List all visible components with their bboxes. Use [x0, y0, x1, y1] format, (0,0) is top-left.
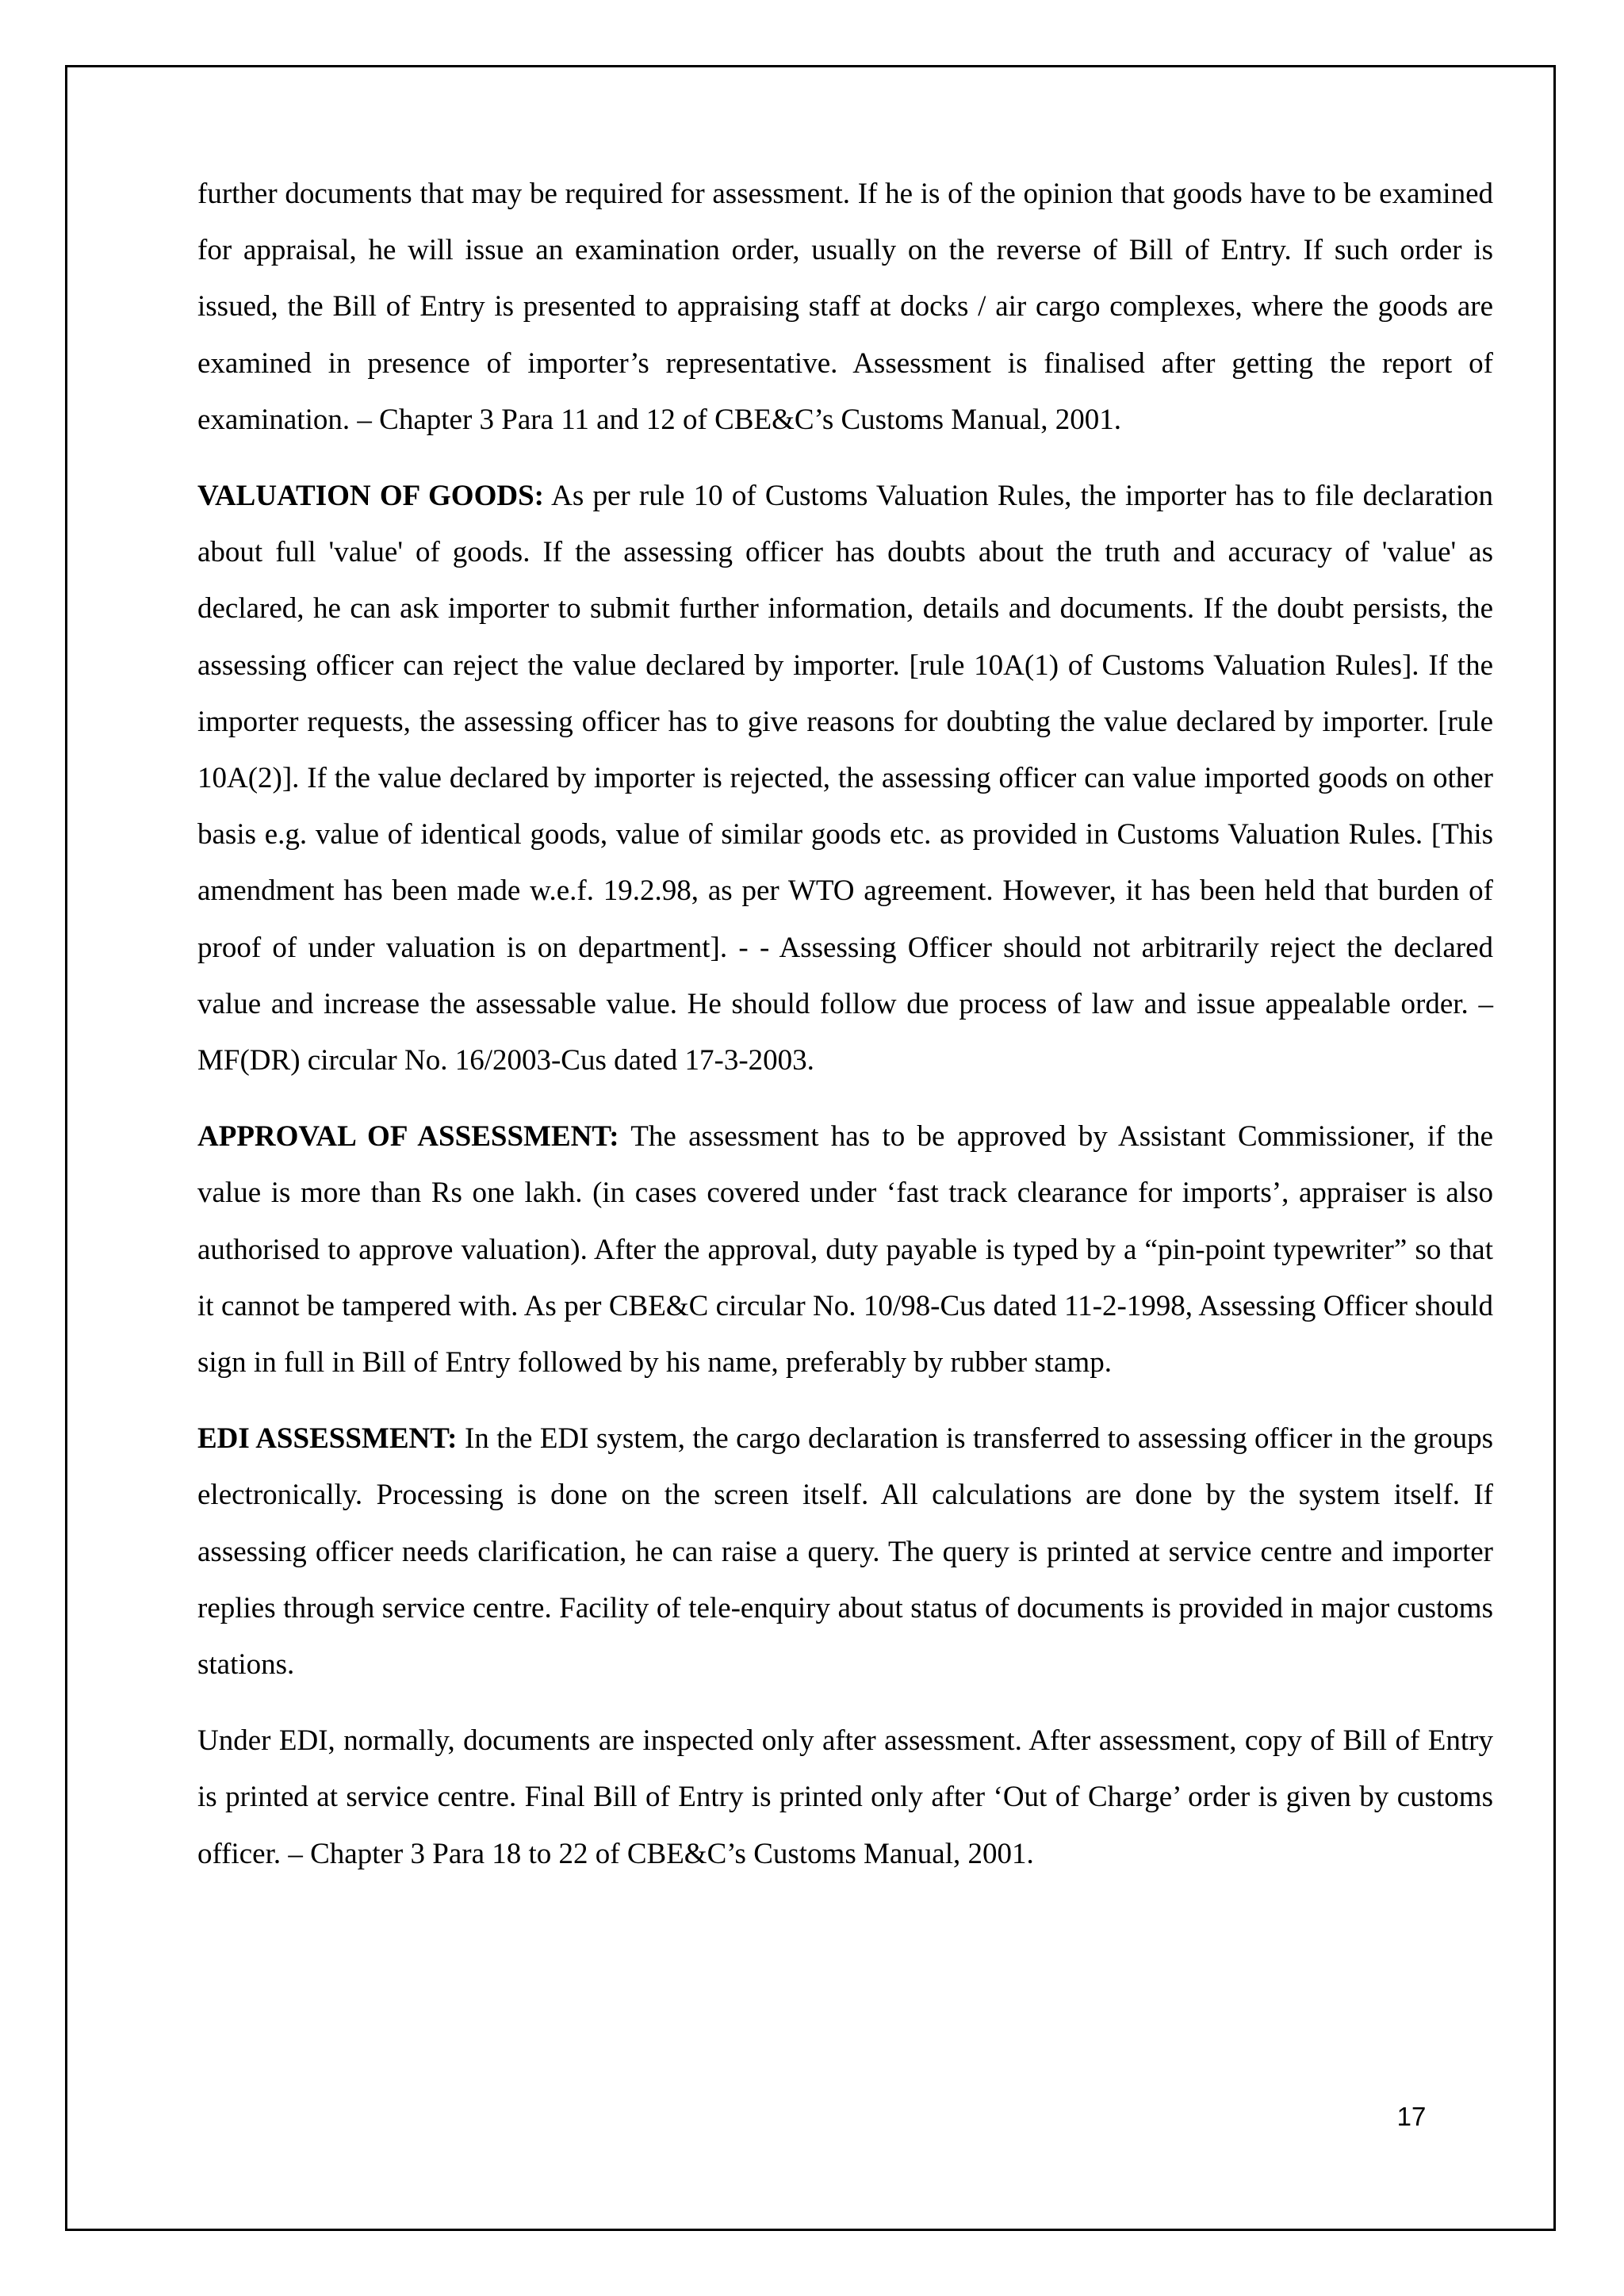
- section-heading: EDI ASSESSMENT:: [197, 1422, 458, 1456]
- paragraph-text: Under EDI, normally, documents are inspected only after assessment. After assessment, copy of Bill of Entry is printed at service centre. Final Bill of Entry is printed only after ‘Out of Charge’ order is given by customs officer. – Chapter 3 Para 18 to 22 of CBE&C’s Customs Manual, 2001.: [197, 1724, 1493, 1870]
- page-number: 17: [1396, 2102, 1427, 2131]
- paragraph-text: In the EDI system, the cargo declaration is transferred to assessing officer in the groups electronically. Processing is done on the screen itself. All calculations are done by the system itself. If assessing officer needs clarification, he can raise a query. The query is printed at service centre and importer replies through service centre. Facility of tele-enquiry about status of documents is provided in major customs stations.: [197, 1422, 1494, 1682]
- document-body: [197, 166, 1493, 1902]
- paragraph-edi-assessment: [197, 1410, 1493, 1693]
- paragraph-approval-of-assessment: [197, 1108, 1493, 1391]
- paragraph-text: As per rule 10 of Customs Valuation Rules, the importer has to file declaration about full 'value' of goods. If the assessing officer has doubts about the truth and accuracy of 'value' as declared, he can ask importer to submit further information, details and documents. If the doubt persists, the assessing officer can reject the value declared by importer. [rule 10A(1) of Customs Valuation Rules]. If the importer requests, the assessing officer has to give reasons for doubting the value declared by importer. [rule 10A(2)]. If the value declared by importer is rejected, the assessing officer can value imported goods on other basis e.g. value of identical goods, value of similar goods etc. as provided in Customs Valuation Rules. [This amendment has been made w.e.f. 19.2.98, as per WTO agreement. However, it has been held that burden of proof of under valuation is on department]. - - Assessing Officer should not arbitrarily reject the declared value and increase the assessable value. He should follow due process of law and issue appealable order. – MF(DR) circular No. 16/2003-Cus dated 17-3-2003.: [197, 480, 1493, 1077]
- paragraph-text: The assessment has to be approved by Assistant Commissioner, if the value is more than Rs one lakh. (in cases covered under ‘fast track clearance for imports’, appraiser is also authorised to approve valuation). After the approval, duty payable is typed by a “pin-point typewriter” so that it cannot be tampered with. As per CBE&C circular No. 10/98-Cus dated 11-2-1998, Assessing Officer should sign in full in Bill of Entry followed by his name, preferably by rubber stamp.: [197, 1120, 1494, 1380]
- paragraph-under-edi: [197, 1712, 1493, 1882]
- paragraph-text: further documents that may be required for assessment. If he is of the opinion that goods have to be examined for appraisal, he will issue an examination order, usually on the reverse of Bill of Entry. If such order is issued, the Bill of Entry is presented to appraising staff at docks / air cargo complexes, where the goods are examined in presence of importer’s representative. Assessment is finalised after getting the report of examination. – Chapter 3 Para 11 and 12 of CBE&C’s Customs Manual, 2001.: [197, 178, 1493, 436]
- paragraph-assessment-continuation: [197, 166, 1493, 448]
- paragraph-valuation-of-goods: [197, 468, 1493, 1089]
- section-heading: VALUATION OF GOODS:: [197, 480, 544, 513]
- section-heading: APPROVAL OF ASSESSMENT:: [197, 1120, 619, 1154]
